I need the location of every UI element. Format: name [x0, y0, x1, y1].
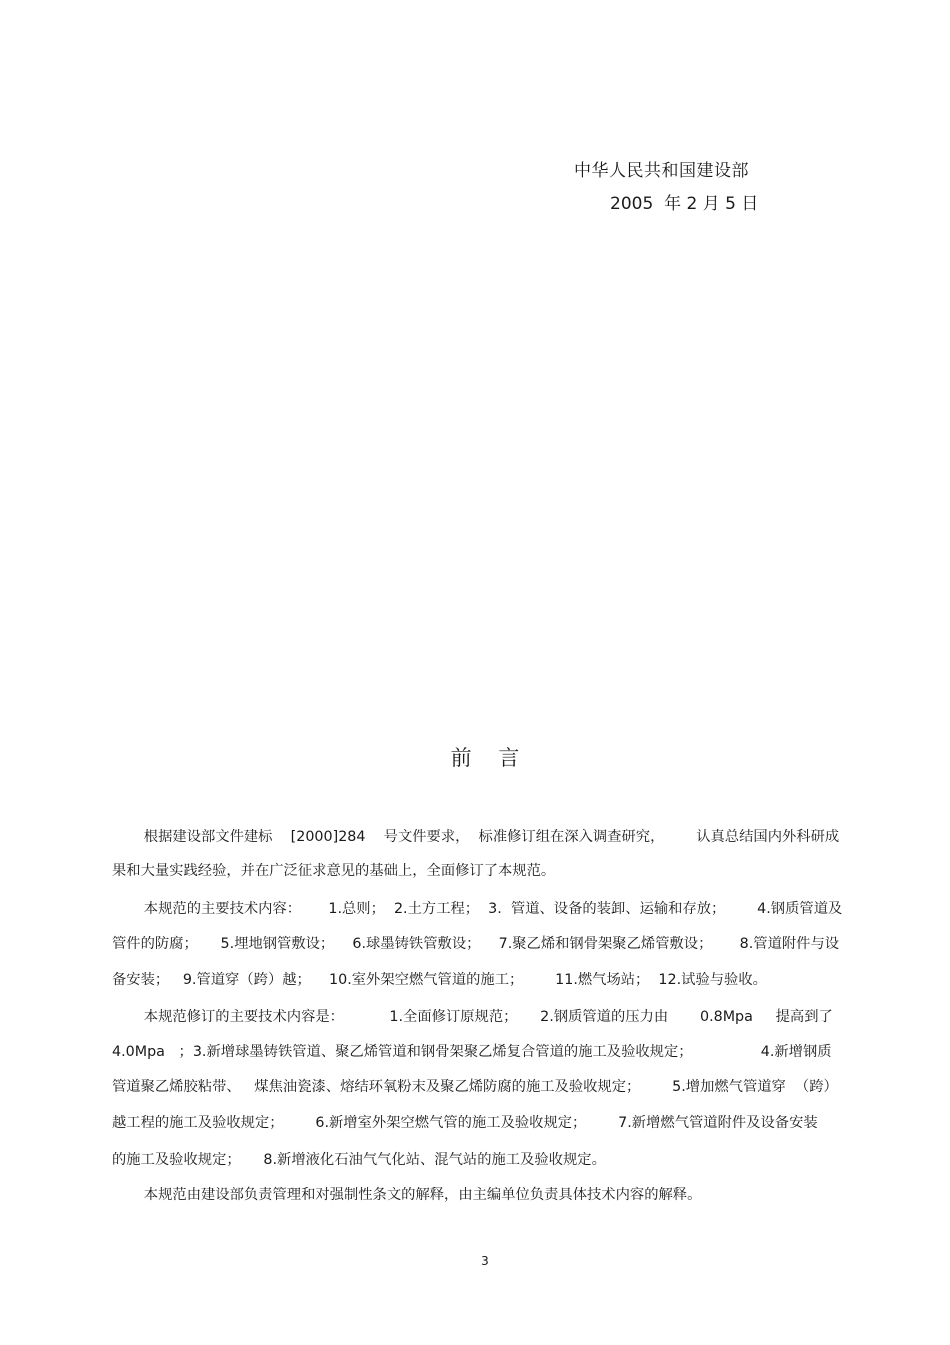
body-line: 4.0Mpa ；3.新增球墨铸铁管道、聚乙烯管道和钢骨架聚乙烯复合管道的施工及验收规定； 4.新增钢质	[112, 1044, 832, 1060]
body-line: 本规范的主要技术内容： 1.总则； 2.土方工程； 3. 管道、设备的装卸、运输和存放； 4.钢质管道及	[112, 901, 843, 917]
body-line: 本规范修订的主要技术内容是： 1.全面修订原规范； 2.钢质管道的压力由 0.8Mpa 提高到了	[112, 1009, 833, 1025]
body-line: 本规范由建设部负责管理和对强制性条文的解释，由主编单位负责具体技术内容的解释。	[112, 1187, 702, 1203]
body-line: 管道聚乙烯胶粘带、 煤焦油瓷漆、熔结环氧粉末及聚乙烯防腐的施工及验收规定； 5.增加燃气管道穿 （跨）	[112, 1079, 838, 1095]
issuing-organization: 中华人民共和国建设部	[574, 161, 749, 181]
body-line: 越工程的施工及验收规定； 6.新增室外架空燃气管的施工及验收规定； 7.新增燃气管道附件及设备安装	[112, 1115, 818, 1131]
body-line: 果和大量实践经验，并在广泛征求意见的基础上，全面修订了本规范。	[112, 863, 556, 879]
page-number: 3	[481, 1254, 489, 1268]
issue-date: 2005 年 2 月 5 日	[610, 194, 759, 214]
body-line: 管件的防腐； 5.埋地钢管敷设； 6.球墨铸铁管敷设； 7.聚乙烯和钢骨架聚乙烯管敷设； 8.管道附件与设	[112, 936, 840, 952]
body-line: 备安装； 9.管道穿（跨）越； 10.室外架空燃气管道的施工； 11.燃气场站； 12.试验与验收。	[112, 972, 767, 988]
body-line: 的施工及验收规定； 8.新增液化石油气气化站、混气站的施工及验收规定。	[112, 1152, 606, 1168]
section-title: 前 言	[450, 746, 520, 770]
body-line: 根据建设部文件建标 [2000]284 号文件要求， 标准修订组在深入调查研究， 认真总结国内外科研成	[112, 829, 840, 845]
